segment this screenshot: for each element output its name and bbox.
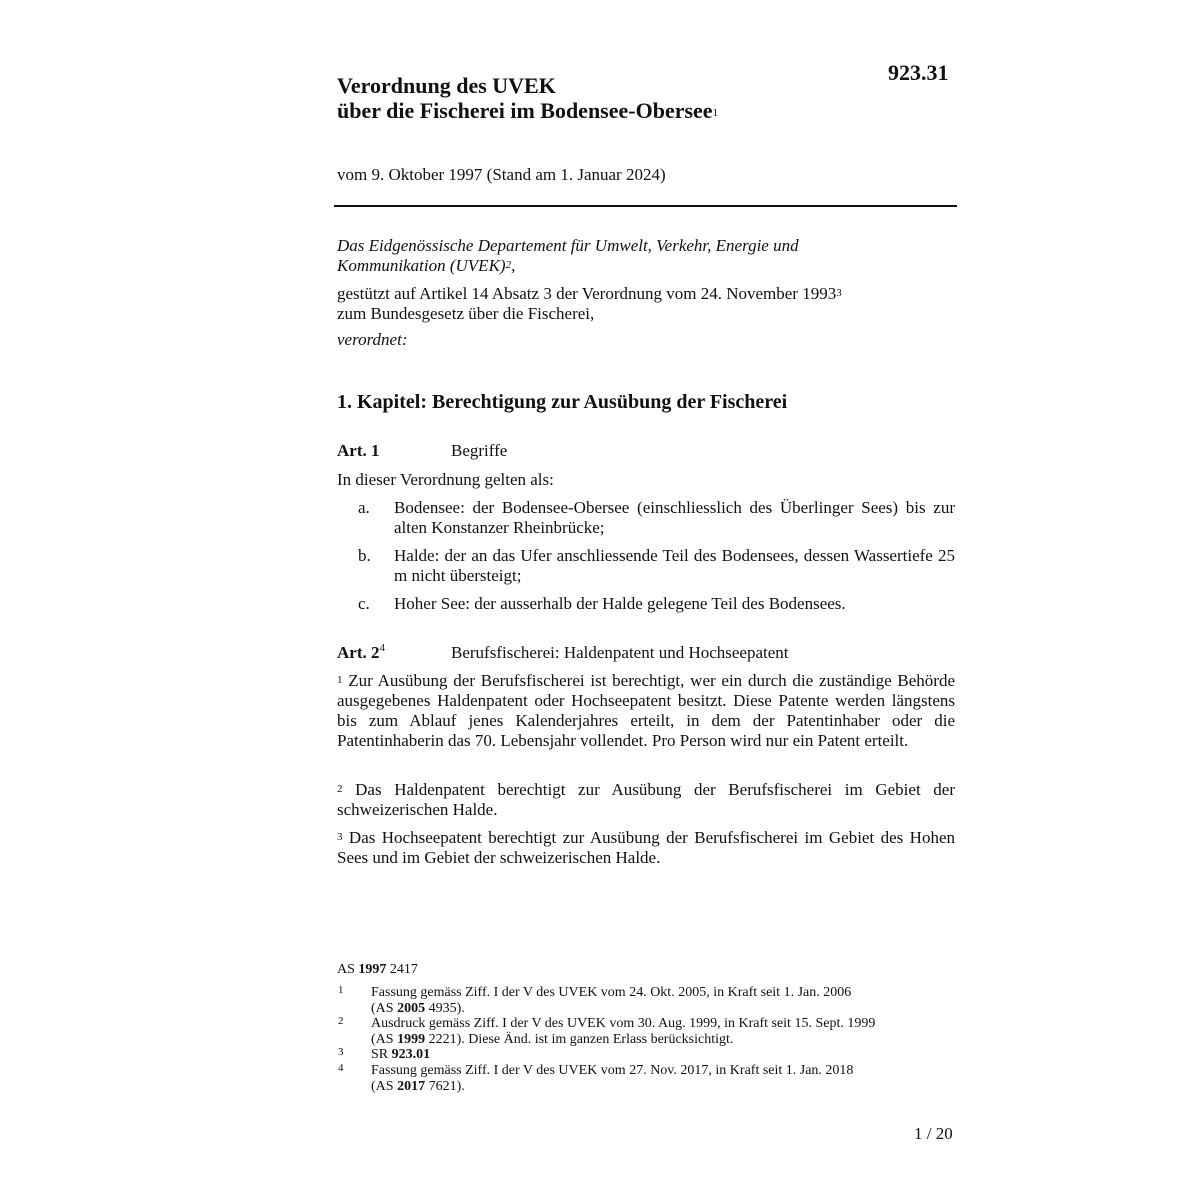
- preamble-verordnet: verordnet:: [337, 330, 408, 349]
- chapter-title: 1. Kapitel: Berechtigung zur Ausübung der Fischerei: [337, 391, 788, 413]
- document-title: [337, 73, 718, 123]
- article-2-heading: [337, 643, 955, 663]
- preamble-basis: gestützt auf Artikel 14 Absatz 3 der Verordnung vom 24. November 1993$^3$ zum Bundesgesetz über die Fischerei,: [337, 284, 842, 323]
- header-divider: [334, 205, 957, 207]
- footnote-ref-1[interactable]: 1: [712, 107, 719, 119]
- footnote-ref-4[interactable]: 4: [379, 642, 385, 654]
- article-1-heading: [337, 441, 955, 461]
- footnote-ref-3[interactable]: 3: [836, 287, 842, 299]
- article-title: Begriffe: [451, 441, 508, 460]
- paragraph: $^3$ Das Hochseepatent berechtigt zur Ausübung der Berufsfischerei im Gebiet des Hohen Sees und im Gebiet der schweizerischen Halde.: [337, 828, 955, 867]
- as-reference: AS 1997 2417: [337, 962, 418, 977]
- article-number: Art. 1: [337, 441, 380, 460]
- article-1-intro: In dieser Verordnung gelten als:: [337, 470, 554, 489]
- article-number: Art. 2$^4$: [337, 642, 385, 662]
- paragraph: $^2$ Das Haldenpatent berechtigt zur Ausübung der Berufsfischerei im Gebiet der schweizerischen Halde.: [337, 780, 956, 819]
- footnote-ref-2[interactable]: 2: [505, 259, 512, 271]
- date-line: vom 9. Oktober 1997 (Stand am 1. Januar 2024): [337, 165, 666, 184]
- preamble-authority: Das Eidgenössische Departement für Umwelt, Verkehr, Energie und Kommunikation (UVEK)$^2$,: [337, 236, 799, 275]
- page-indicator: 1 / 20: [914, 1124, 953, 1143]
- article-title: Berufsfischerei: Haldenpatent und Hochseepatent: [451, 643, 789, 662]
- title-line-2: über die Fischerei im Bodensee-Obersee$^1$: [337, 98, 719, 123]
- paragraph: $^1$ Zur Ausübung der Berufsfischerei ist berechtigt, wer ein durch die zuständige Behörde ausgegebenes Haldenpatent oder Hochseepatent besitzt. Diese Patente werden längstens bis zum Ablauf jenes Kalenderjahres erteilt, in dem der Patentinhaber oder die Patentinhaberin das 70. Lebensjahr vollendet. Pro Person wird nur ein Patent erteilt.: [337, 671, 955, 750]
- sr-number: 923.31: [888, 60, 949, 85]
- title-line-1: Verordnung des UVEK: [337, 73, 556, 98]
